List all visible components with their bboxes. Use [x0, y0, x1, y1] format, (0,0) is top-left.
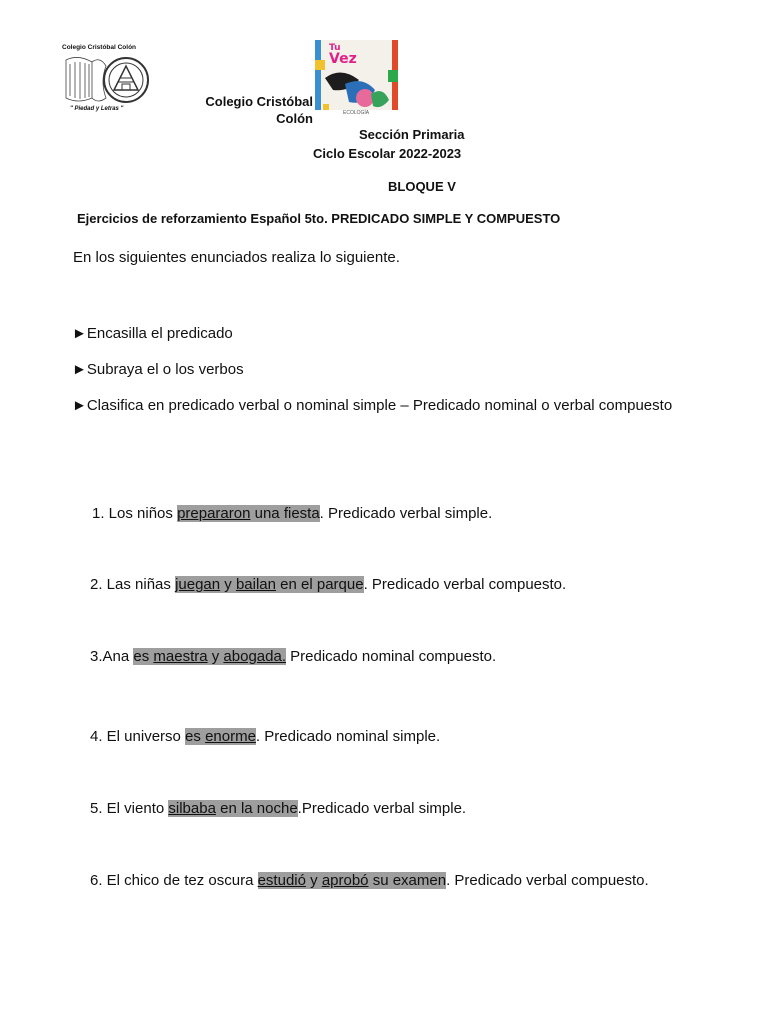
cycle-label: Ciclo Escolar 2022-2023: [313, 146, 462, 161]
exercise-1: [92, 505, 492, 522]
verb-text: es: [133, 648, 150, 665]
predicate-box: [133, 648, 286, 665]
exercise-5: [90, 800, 466, 817]
exercise-3: [90, 648, 496, 665]
predicate-text: y: [305, 872, 322, 889]
cover-title-line1: Tu: [329, 43, 341, 53]
classification: . Predicado verbal compuesto.: [446, 872, 649, 889]
instruction-item: ►Encasilla el predicado: [72, 325, 233, 342]
cover-title-line2: Vez: [329, 51, 357, 67]
cover-title: [329, 44, 357, 65]
classification: . Predicado nominal simple.: [255, 728, 441, 745]
verb-underlined: juegan: [175, 576, 221, 593]
exercise-subject: 4. El universo: [90, 728, 186, 745]
predicate-text: una fiesta: [250, 505, 320, 522]
predicate-box: [168, 800, 297, 817]
predicate-text: en el parque: [276, 576, 364, 593]
logo-school-name: Colegio Cristóbal Colón: [62, 44, 137, 51]
school-name-line2: Colón: [276, 111, 313, 126]
exercise-subject: 3.Ana: [90, 648, 134, 665]
verb-underlined: prepararon: [177, 505, 251, 522]
exercise-4: [90, 728, 440, 745]
page-title: Ejercicios de reforzamiento Español 5to. PREDICADO SIMPLE Y COMPUESTO: [77, 211, 561, 226]
exercise-2: [90, 576, 566, 593]
instruction-item: ►Clasifica en predicado verbal o nominal simple – Predicado nominal o verbal compuesto: [72, 397, 673, 414]
exercise-subject: 1. Los niños: [92, 505, 178, 522]
predicate-text: en la noche: [215, 800, 298, 817]
predicate-text: su examen: [368, 872, 447, 889]
school-name-block: [198, 93, 313, 127]
instruction-item: ►Subraya el o los verbos: [72, 361, 244, 378]
predicate-box: [177, 505, 320, 522]
classification: . Predicado verbal compuesto.: [363, 576, 567, 593]
word-underlined: abogada.: [223, 648, 286, 665]
word-underlined: maestra: [153, 648, 208, 665]
predicate-box: [258, 872, 446, 889]
verb-underlined: bailan: [235, 576, 276, 593]
section-label: Sección Primaria: [359, 127, 465, 142]
logo-motto: " Piedad y Letras ": [70, 106, 124, 112]
predicate-text: y: [220, 576, 236, 593]
block-label: BLOQUE V: [388, 179, 456, 194]
cover-publisher: ECOLOGÍA: [343, 110, 370, 116]
classification: . Predicado verbal simple.: [319, 505, 493, 522]
classification: .Predicado verbal simple.: [297, 800, 467, 817]
exercise-6: [90, 872, 649, 889]
predicate-box: [185, 728, 256, 745]
exercise-subject: 5. El viento: [90, 800, 169, 817]
predicate-text: y: [207, 648, 224, 665]
predicate-box: [175, 576, 364, 593]
verb-underlined: aprobó: [321, 872, 369, 889]
verb-underlined: silbaba: [168, 800, 216, 817]
exercise-subject: 2. Las niñas: [90, 576, 176, 593]
school-logo: [58, 42, 158, 117]
classification: Predicado nominal compuesto.: [286, 648, 497, 665]
word-underlined: enorme: [205, 728, 256, 745]
verb-text: es: [185, 728, 201, 745]
book-cover-image: [315, 40, 398, 118]
exercise-subject: 6. El chico de tez oscura: [90, 872, 258, 889]
eagle-crest-icon: [58, 52, 158, 108]
school-name-line1: Colegio Cristóbal: [205, 94, 313, 109]
intro-text: En los siguientes enunciados realiza lo siguiente.: [73, 249, 400, 266]
verb-underlined: estudió: [257, 872, 306, 889]
